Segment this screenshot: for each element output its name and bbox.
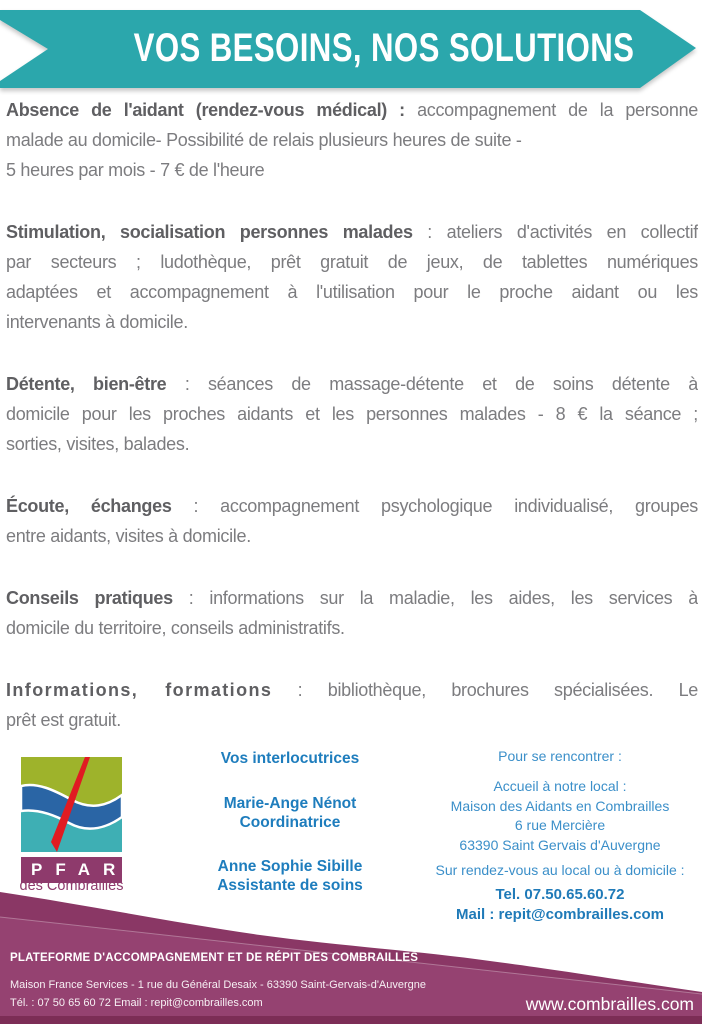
paragraph-line: Écoute, échanges : accompagnement psychologique individualisé, groupes xyxy=(6,496,698,516)
pfar-subtitle: des Combrailles xyxy=(19,878,124,894)
contact-phone[interactable]: Tel. 07.50.65.60.72 xyxy=(495,886,625,904)
paragraph-line: 5 heures par mois - 7 € de l'heure xyxy=(6,160,265,180)
footer-org-name: PLATEFORME D'ACCOMPAGNEMENT ET DE RÉPIT DES COMBRAILLES xyxy=(10,952,419,964)
paragraph xyxy=(6,675,698,735)
contact-email[interactable]: Mail : repit@combrailles.com xyxy=(455,905,664,923)
paragraph xyxy=(6,491,698,551)
footer-website-link[interactable]: www.combrailles.com xyxy=(525,994,694,1014)
person-role: Coordinatrice xyxy=(239,814,341,831)
body-paragraphs xyxy=(6,95,698,767)
paragraph-line: entre aidants, visites à domicile. xyxy=(6,526,251,546)
pfar-acronym: PFAR xyxy=(21,857,122,883)
paragraph-heading: Écoute, échanges xyxy=(6,496,172,516)
meeting-info-line: Sur rendez-vous au local ou à domicile : xyxy=(435,862,685,879)
person-name: Marie-Ange Nénot xyxy=(223,795,357,812)
pfar-logo xyxy=(19,757,129,894)
paragraph-line: malade au domicile- Possibilité de relais plusieurs heures de suite - xyxy=(6,130,522,150)
paragraph xyxy=(6,95,698,185)
paragraph-heading: Conseils pratiques xyxy=(6,588,173,608)
paragraph xyxy=(6,369,698,459)
paragraph-line: adaptées et accompagnement à l'utilisation pour le proche aidant ou les xyxy=(6,282,698,302)
paragraph xyxy=(6,217,698,337)
interlocutrices-column xyxy=(200,749,380,895)
paragraph-line: domicile du territoire, conseils administratifs. xyxy=(6,618,345,638)
person-role: Assistante de soins xyxy=(217,877,363,894)
paragraph-line: intervenants à domicile. xyxy=(6,312,188,332)
paragraph-line: Conseils pratiques : informations sur la maladie, les aides, les services à xyxy=(6,588,698,608)
meeting-info-line: Maison des Aidants en Combrailles xyxy=(450,797,670,814)
paragraph-line: par secteurs ; ludothèque, prêt gratuit de jeux, de tablettes numériques xyxy=(6,252,698,272)
paragraph xyxy=(6,583,698,643)
interlocutrices-title: Vos interlocutrices xyxy=(220,750,360,767)
paragraph-line: Informations, formations : bibliothèque, brochures spécialisées. Le xyxy=(6,680,698,700)
meeting-info-line: Accueil à notre local : xyxy=(493,778,627,795)
meeting-info-line: 63390 Saint Gervais d'Auvergne xyxy=(459,836,661,853)
footer-tel-email: Tél. : 07 50 65 60 72 Email : repit@combrailles.com xyxy=(10,997,263,1009)
paragraph-heading: Détente, bien-être xyxy=(6,374,167,394)
meeting-info-line: 6 rue Mercière xyxy=(514,817,606,834)
pfar-logo-icon xyxy=(21,757,122,852)
paragraph-line: sorties, visites, balades. xyxy=(6,434,190,454)
paragraph-line: prêt est gratuit. xyxy=(6,710,121,730)
paragraph-heading: Stimulation, socialisation personnes malades xyxy=(6,222,413,242)
paragraph-line: Détente, bien-être : séances de massage-détente et de soins détente à xyxy=(6,374,698,394)
page-title: VOS BESOINS, NOS SOLUTIONS xyxy=(133,26,635,70)
meeting-info-line: Pour se rencontrer : xyxy=(498,748,622,764)
paragraph-heading: Informations, formations xyxy=(6,680,273,700)
person-name: Anne Sophie Sibille xyxy=(217,858,363,875)
paragraph-heading: Absence de l'aidant (rendez-vous médical) : xyxy=(6,100,405,120)
footer-address: Maison France Services - 1 rue du Général Desaix - 63390 Saint-Gervais-d'Auvergne xyxy=(10,979,427,991)
paragraph-line: domicile pour les proches aidants et les personnes malades - 8 € la séance ; xyxy=(6,404,698,424)
paragraph-line: Stimulation, socialisation personnes malades : ateliers d'activités en collectif xyxy=(6,222,698,242)
paragraph-line: Absence de l'aidant (rendez-vous médical) : accompagnement de la personne xyxy=(6,100,698,120)
